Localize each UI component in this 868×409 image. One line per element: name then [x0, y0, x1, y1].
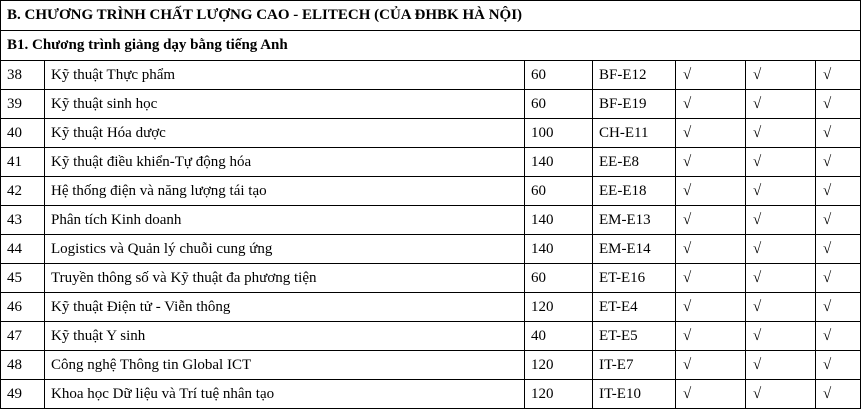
section-header-row	[1, 1, 861, 31]
quota: 120	[525, 293, 593, 322]
program-name: Công nghệ Thông tin Global ICT	[45, 351, 525, 380]
row-number: 45	[1, 264, 45, 293]
check-mark-1: √	[676, 351, 746, 380]
check-mark-1: √	[676, 90, 746, 119]
quota: 60	[525, 264, 593, 293]
check-mark-2: √	[746, 90, 816, 119]
quota: 140	[525, 148, 593, 177]
check-mark-2: √	[746, 177, 816, 206]
table-row	[1, 235, 861, 264]
program-code: ET-E16	[593, 264, 676, 293]
quota: 120	[525, 351, 593, 380]
table-row	[1, 90, 861, 119]
row-number: 43	[1, 206, 45, 235]
check-mark-3: √	[816, 206, 861, 235]
check-mark-1: √	[676, 380, 746, 409]
check-mark-2: √	[746, 293, 816, 322]
subsection-header-row	[1, 31, 861, 61]
program-name: Kỹ thuật Y sinh	[45, 322, 525, 351]
check-mark-1: √	[676, 264, 746, 293]
program-code: IT-E7	[593, 351, 676, 380]
table-row	[1, 177, 861, 206]
program-name: Kỹ thuật sinh học	[45, 90, 525, 119]
check-mark-1: √	[676, 293, 746, 322]
check-mark-2: √	[746, 380, 816, 409]
table-row	[1, 351, 861, 380]
row-number: 44	[1, 235, 45, 264]
row-number: 46	[1, 293, 45, 322]
quota: 140	[525, 235, 593, 264]
program-code: ET-E4	[593, 293, 676, 322]
program-name: Phân tích Kinh doanh	[45, 206, 525, 235]
program-name: Kỹ thuật điều khiển-Tự động hóa	[45, 148, 525, 177]
quota: 120	[525, 380, 593, 409]
quota: 60	[525, 90, 593, 119]
row-number: 41	[1, 148, 45, 177]
row-number: 39	[1, 90, 45, 119]
quota: 40	[525, 322, 593, 351]
check-mark-2: √	[746, 206, 816, 235]
program-name: Logistics và Quản lý chuỗi cung ứng	[45, 235, 525, 264]
program-name: Hệ thống điện và năng lượng tái tạo	[45, 177, 525, 206]
program-code: IT-E10	[593, 380, 676, 409]
check-mark-3: √	[816, 119, 861, 148]
check-mark-3: √	[816, 148, 861, 177]
check-mark-2: √	[746, 264, 816, 293]
table-row	[1, 148, 861, 177]
check-mark-1: √	[676, 206, 746, 235]
check-mark-2: √	[746, 119, 816, 148]
quota: 100	[525, 119, 593, 148]
check-mark-2: √	[746, 322, 816, 351]
check-mark-3: √	[816, 90, 861, 119]
program-code: EE-E8	[593, 148, 676, 177]
row-number: 38	[1, 61, 45, 90]
check-mark-1: √	[676, 235, 746, 264]
table-row	[1, 61, 861, 90]
check-mark-3: √	[816, 351, 861, 380]
program-code: EM-E13	[593, 206, 676, 235]
program-code: ET-E5	[593, 322, 676, 351]
check-mark-3: √	[816, 322, 861, 351]
row-number: 42	[1, 177, 45, 206]
row-number: 47	[1, 322, 45, 351]
check-mark-3: √	[816, 264, 861, 293]
program-code: BF-E19	[593, 90, 676, 119]
subsection-title: B1. Chương trình giảng dạy bằng tiếng Anh	[1, 31, 861, 61]
check-mark-1: √	[676, 322, 746, 351]
quota: 140	[525, 206, 593, 235]
program-code: EM-E14	[593, 235, 676, 264]
quota: 60	[525, 177, 593, 206]
check-mark-1: √	[676, 61, 746, 90]
program-name: Kỹ thuật Hóa dược	[45, 119, 525, 148]
check-mark-3: √	[816, 235, 861, 264]
table-row	[1, 322, 861, 351]
check-mark-2: √	[746, 235, 816, 264]
table-row	[1, 293, 861, 322]
program-code: EE-E18	[593, 177, 676, 206]
program-code: CH-E11	[593, 119, 676, 148]
program-name: Truyền thông số và Kỹ thuật đa phương tiện	[45, 264, 525, 293]
check-mark-1: √	[676, 177, 746, 206]
table-row	[1, 119, 861, 148]
check-mark-3: √	[816, 177, 861, 206]
section-title: B. CHƯƠNG TRÌNH CHẤT LƯỢNG CAO - ELITECH (CỦA ĐHBK HÀ NỘI)	[1, 1, 861, 31]
row-number: 48	[1, 351, 45, 380]
table-row	[1, 380, 861, 409]
program-name: Khoa học Dữ liệu và Trí tuệ nhân tạo	[45, 380, 525, 409]
check-mark-2: √	[746, 148, 816, 177]
program-name: Kỹ thuật Điện tử - Viễn thông	[45, 293, 525, 322]
check-mark-2: √	[746, 351, 816, 380]
check-mark-3: √	[816, 61, 861, 90]
row-number: 49	[1, 380, 45, 409]
check-mark-1: √	[676, 119, 746, 148]
table-row	[1, 206, 861, 235]
table-row	[1, 264, 861, 293]
check-mark-3: √	[816, 380, 861, 409]
check-mark-1: √	[676, 148, 746, 177]
check-mark-3: √	[816, 293, 861, 322]
check-mark-2: √	[746, 61, 816, 90]
program-code: BF-E12	[593, 61, 676, 90]
row-number: 40	[1, 119, 45, 148]
quota: 60	[525, 61, 593, 90]
program-name: Kỹ thuật Thực phẩm	[45, 61, 525, 90]
